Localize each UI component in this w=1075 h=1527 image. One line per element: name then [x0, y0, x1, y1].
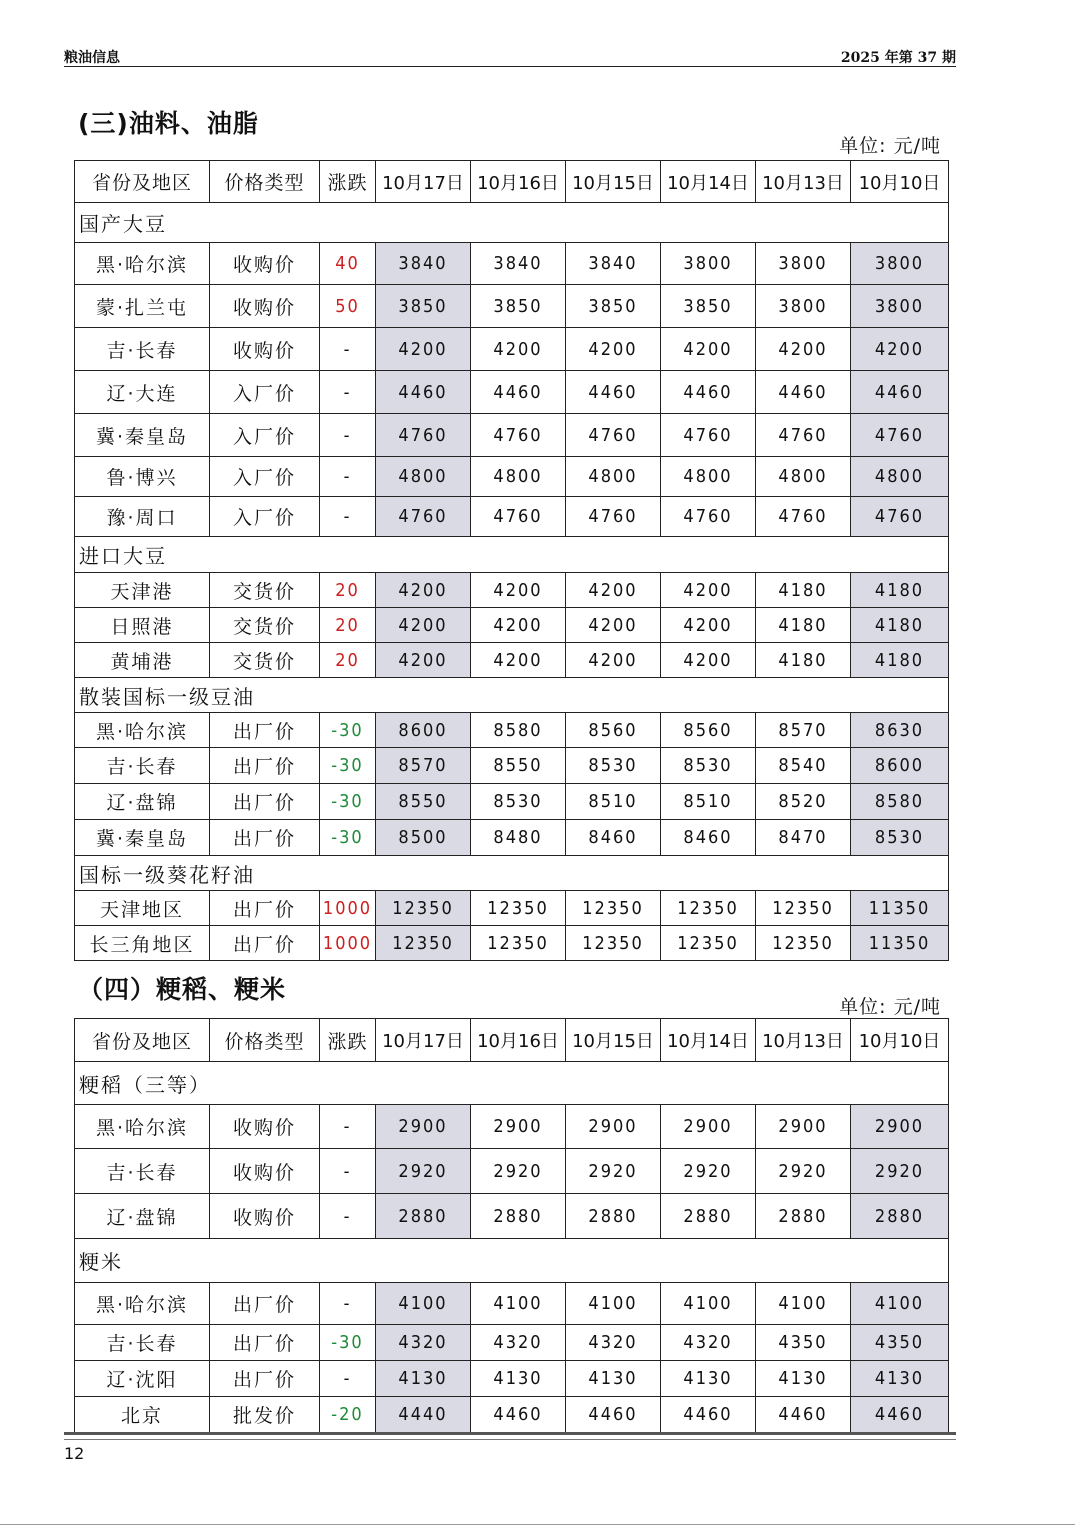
page-number: 12	[64, 1444, 85, 1463]
price-cell: 8600	[376, 713, 471, 748]
price-cell: 8530	[661, 748, 756, 784]
category-row	[75, 856, 949, 891]
region-cell: 蒙·扎兰屯	[75, 285, 210, 328]
price-cell: 12350	[566, 891, 661, 926]
table-row	[75, 1283, 949, 1325]
region-cell: 豫·周口	[75, 497, 210, 537]
change-cell: 20	[320, 643, 376, 678]
price-type-cell: 入厂价	[210, 414, 320, 457]
price-cell: 4460	[471, 371, 566, 414]
price-cell: 4760	[851, 414, 949, 457]
region-cell: 天津地区	[75, 891, 210, 926]
price-cell: 4130	[471, 1361, 566, 1397]
price-cell: 12350	[756, 926, 851, 961]
price-cell: 2920	[471, 1149, 566, 1194]
price-cell: 4200	[376, 643, 471, 678]
price-cell: 4200	[566, 328, 661, 371]
table-row	[75, 1149, 949, 1194]
category-label: 国标一级葵花籽油	[75, 856, 949, 891]
price-type-cell: 出厂价	[210, 891, 320, 926]
unit-label-oilseeds: 单位: 元/吨	[839, 135, 941, 157]
price-cell: 3800	[661, 243, 756, 285]
category-row	[75, 1062, 949, 1105]
price-cell: 8580	[471, 713, 566, 748]
change-cell: -20	[320, 1397, 376, 1433]
change-cell: -	[320, 328, 376, 371]
price-cell: 8530	[471, 784, 566, 820]
column-header: 省份及地区	[75, 161, 210, 203]
region-cell: 吉·长春	[75, 1149, 210, 1194]
price-type-cell: 出厂价	[210, 1361, 320, 1397]
category-row	[75, 537, 949, 573]
change-cell: -	[320, 457, 376, 497]
price-cell: 3840	[566, 243, 661, 285]
price-cell: 4760	[661, 497, 756, 537]
price-cell: 2900	[471, 1105, 566, 1149]
table-row	[75, 713, 949, 748]
change-cell: 1000	[320, 926, 376, 961]
column-header: 10月10日	[851, 1019, 949, 1062]
table-header-row	[75, 1019, 949, 1062]
table-row	[75, 891, 949, 926]
region-cell: 吉·长春	[75, 748, 210, 784]
footer-rule	[64, 1432, 956, 1440]
price-cell: 8520	[756, 784, 851, 820]
change-cell: -	[320, 1361, 376, 1397]
price-cell: 4200	[566, 573, 661, 608]
price-cell: 4800	[471, 457, 566, 497]
price-cell: 4130	[661, 1361, 756, 1397]
price-type-cell: 入厂价	[210, 457, 320, 497]
price-cell: 4760	[756, 414, 851, 457]
column-header: 10月16日	[471, 1019, 566, 1062]
price-cell: 4100	[566, 1283, 661, 1325]
change-cell: -30	[320, 748, 376, 784]
price-cell: 2920	[661, 1149, 756, 1194]
table-row	[75, 328, 949, 371]
price-type-cell: 收购价	[210, 285, 320, 328]
price-cell: 8530	[566, 748, 661, 784]
price-type-cell: 出厂价	[210, 1283, 320, 1325]
price-cell: 2900	[851, 1105, 949, 1149]
price-cell: 8530	[851, 820, 949, 856]
category-label: 粳稻（三等）	[75, 1062, 949, 1105]
change-cell: -	[320, 414, 376, 457]
price-cell: 4760	[376, 497, 471, 537]
table-row	[75, 643, 949, 678]
price-cell: 8460	[661, 820, 756, 856]
page-header	[64, 44, 956, 67]
price-cell: 4100	[851, 1283, 949, 1325]
price-cell: 4100	[756, 1283, 851, 1325]
price-cell: 2900	[756, 1105, 851, 1149]
table-row	[75, 820, 949, 856]
category-label: 散装国标一级豆油	[75, 678, 949, 713]
region-cell: 黑·哈尔滨	[75, 713, 210, 748]
price-cell: 4460	[851, 1397, 949, 1433]
price-type-cell: 交货价	[210, 643, 320, 678]
category-label: 国产大豆	[75, 203, 949, 243]
price-cell: 2880	[376, 1194, 471, 1239]
price-cell: 8560	[661, 713, 756, 748]
price-cell: 4760	[471, 414, 566, 457]
table-row	[75, 1397, 949, 1433]
price-cell: 11350	[851, 926, 949, 961]
price-cell: 4800	[376, 457, 471, 497]
price-cell: 8600	[851, 748, 949, 784]
price-cell: 3840	[471, 243, 566, 285]
price-cell: 2880	[851, 1194, 949, 1239]
region-cell: 冀·秦皇岛	[75, 820, 210, 856]
price-type-cell: 入厂价	[210, 371, 320, 414]
price-cell: 4130	[756, 1361, 851, 1397]
price-cell: 4200	[471, 643, 566, 678]
column-header: 10月16日	[471, 161, 566, 203]
price-cell: 12350	[661, 891, 756, 926]
section-title-rice: （四）粳稻、粳米	[78, 975, 287, 1004]
price-cell: 3800	[756, 243, 851, 285]
price-cell: 4440	[376, 1397, 471, 1433]
price-cell: 4130	[376, 1361, 471, 1397]
price-type-cell: 出厂价	[210, 784, 320, 820]
price-cell: 4760	[376, 414, 471, 457]
table-row	[75, 457, 949, 497]
price-cell: 8570	[376, 748, 471, 784]
change-cell: -	[320, 1105, 376, 1149]
price-cell: 12350	[471, 891, 566, 926]
price-cell: 4760	[756, 497, 851, 537]
price-cell: 4200	[471, 573, 566, 608]
region-cell: 日照港	[75, 608, 210, 643]
price-cell: 4180	[756, 573, 851, 608]
price-cell: 2880	[566, 1194, 661, 1239]
price-cell: 4460	[566, 371, 661, 414]
column-header: 10月10日	[851, 161, 949, 203]
price-cell: 4760	[566, 414, 661, 457]
price-cell: 8550	[376, 784, 471, 820]
price-table-oilseeds	[74, 160, 949, 961]
table-row	[75, 414, 949, 457]
change-cell: -	[320, 1283, 376, 1325]
price-cell: 4460	[471, 1397, 566, 1433]
table-row	[75, 1325, 949, 1361]
price-cell: 8630	[851, 713, 949, 748]
price-cell: 4800	[661, 457, 756, 497]
region-cell: 辽·大连	[75, 371, 210, 414]
price-cell: 4460	[661, 1397, 756, 1433]
table-row	[75, 497, 949, 537]
price-cell: 4800	[566, 457, 661, 497]
price-cell: 4460	[756, 371, 851, 414]
table-row	[75, 748, 949, 784]
price-cell: 4320	[661, 1325, 756, 1361]
price-cell: 3840	[376, 243, 471, 285]
region-cell: 北京	[75, 1397, 210, 1433]
price-cell: 2880	[661, 1194, 756, 1239]
price-cell: 3800	[851, 243, 949, 285]
price-cell: 4180	[851, 573, 949, 608]
table-header-row	[75, 161, 949, 203]
column-header: 10月17日	[376, 161, 471, 203]
price-cell: 4460	[756, 1397, 851, 1433]
change-cell: 1000	[320, 891, 376, 926]
price-cell: 4350	[756, 1325, 851, 1361]
price-cell: 2920	[756, 1149, 851, 1194]
column-header: 价格类型	[210, 1019, 320, 1062]
price-cell: 2880	[756, 1194, 851, 1239]
price-type-cell: 收购价	[210, 243, 320, 285]
price-cell: 4800	[756, 457, 851, 497]
price-cell: 4460	[851, 371, 949, 414]
change-cell: -	[320, 497, 376, 537]
price-type-cell: 收购价	[210, 1149, 320, 1194]
price-cell: 8570	[756, 713, 851, 748]
region-cell: 长三角地区	[75, 926, 210, 961]
page-bottom-edge	[0, 1524, 1075, 1525]
publication-name: 粮油信息	[64, 50, 120, 66]
category-label: 粳米	[75, 1239, 949, 1283]
price-cell: 2900	[566, 1105, 661, 1149]
price-cell: 4180	[756, 608, 851, 643]
column-header: 涨跌	[320, 161, 376, 203]
price-cell: 4200	[471, 328, 566, 371]
price-cell: 4460	[566, 1397, 661, 1433]
price-cell: 3850	[661, 285, 756, 328]
price-cell: 11350	[851, 891, 949, 926]
price-type-cell: 批发价	[210, 1397, 320, 1433]
price-cell: 4800	[851, 457, 949, 497]
column-header: 价格类型	[210, 161, 320, 203]
column-header: 10月15日	[566, 1019, 661, 1062]
price-cell: 12350	[661, 926, 756, 961]
column-header: 10月13日	[756, 161, 851, 203]
region-cell: 辽·沈阳	[75, 1361, 210, 1397]
price-cell: 4200	[661, 573, 756, 608]
price-type-cell: 入厂价	[210, 497, 320, 537]
price-cell: 2900	[661, 1105, 756, 1149]
table-row	[75, 608, 949, 643]
region-cell: 天津港	[75, 573, 210, 608]
column-header: 10月15日	[566, 161, 661, 203]
price-cell: 4180	[851, 608, 949, 643]
price-cell: 4200	[851, 328, 949, 371]
change-cell: -30	[320, 784, 376, 820]
price-cell: 4200	[566, 608, 661, 643]
table-row	[75, 926, 949, 961]
price-cell: 3850	[566, 285, 661, 328]
price-type-cell: 出厂价	[210, 1325, 320, 1361]
price-cell: 4200	[566, 643, 661, 678]
price-cell: 12350	[566, 926, 661, 961]
column-header: 涨跌	[320, 1019, 376, 1062]
price-cell: 8580	[851, 784, 949, 820]
change-cell: -30	[320, 820, 376, 856]
price-cell: 12350	[376, 926, 471, 961]
region-cell: 冀·秦皇岛	[75, 414, 210, 457]
price-type-cell: 收购价	[210, 328, 320, 371]
change-cell: -	[320, 1194, 376, 1239]
price-cell: 4200	[471, 608, 566, 643]
column-header: 10月14日	[661, 161, 756, 203]
price-cell: 4200	[376, 328, 471, 371]
price-cell: 3850	[471, 285, 566, 328]
price-cell: 4320	[471, 1325, 566, 1361]
region-cell: 黑·哈尔滨	[75, 1283, 210, 1325]
price-cell: 2920	[376, 1149, 471, 1194]
price-cell: 4130	[851, 1361, 949, 1397]
price-type-cell: 交货价	[210, 608, 320, 643]
table-row	[75, 784, 949, 820]
price-cell: 4100	[376, 1283, 471, 1325]
region-cell: 辽·盘锦	[75, 784, 210, 820]
price-type-cell: 收购价	[210, 1105, 320, 1149]
column-header: 10月14日	[661, 1019, 756, 1062]
price-cell: 4760	[661, 414, 756, 457]
price-cell: 4200	[376, 608, 471, 643]
price-cell: 4320	[376, 1325, 471, 1361]
column-header: 省份及地区	[75, 1019, 210, 1062]
price-cell: 2880	[471, 1194, 566, 1239]
region-cell: 吉·长春	[75, 1325, 210, 1361]
price-cell: 4760	[566, 497, 661, 537]
price-cell: 4200	[661, 328, 756, 371]
price-cell: 4760	[471, 497, 566, 537]
region-cell: 黄埔港	[75, 643, 210, 678]
price-cell: 2920	[566, 1149, 661, 1194]
price-cell: 2920	[851, 1149, 949, 1194]
price-cell: 4200	[661, 643, 756, 678]
unit-label-rice: 单位: 元/吨	[839, 996, 941, 1018]
region-cell: 黑·哈尔滨	[75, 1105, 210, 1149]
issue-number: 2025 年第 37 期	[840, 50, 956, 66]
change-cell: 20	[320, 573, 376, 608]
price-cell: 2900	[376, 1105, 471, 1149]
column-header: 10月17日	[376, 1019, 471, 1062]
price-cell: 8510	[566, 784, 661, 820]
region-cell: 辽·盘锦	[75, 1194, 210, 1239]
table-row	[75, 1361, 949, 1397]
price-cell: 4760	[851, 497, 949, 537]
change-cell: -30	[320, 1325, 376, 1361]
price-cell: 4200	[661, 608, 756, 643]
table-row	[75, 1194, 949, 1239]
price-type-cell: 出厂价	[210, 713, 320, 748]
price-cell: 8550	[471, 748, 566, 784]
price-cell: 8500	[376, 820, 471, 856]
price-cell: 3800	[851, 285, 949, 328]
price-cell: 4200	[756, 328, 851, 371]
price-cell: 12350	[471, 926, 566, 961]
price-type-cell: 出厂价	[210, 748, 320, 784]
price-cell: 4100	[661, 1283, 756, 1325]
table-row	[75, 371, 949, 414]
price-cell: 4180	[756, 643, 851, 678]
price-cell: 12350	[376, 891, 471, 926]
price-cell: 8470	[756, 820, 851, 856]
price-cell: 4130	[566, 1361, 661, 1397]
table-row	[75, 285, 949, 328]
region-cell: 吉·长春	[75, 328, 210, 371]
change-cell: 40	[320, 243, 376, 285]
price-cell: 4200	[376, 573, 471, 608]
change-cell: -	[320, 371, 376, 414]
change-cell: -	[320, 1149, 376, 1194]
change-cell: -30	[320, 713, 376, 748]
price-cell: 4100	[471, 1283, 566, 1325]
price-type-cell: 交货价	[210, 573, 320, 608]
category-label: 进口大豆	[75, 537, 949, 573]
price-cell: 4180	[851, 643, 949, 678]
price-cell: 4460	[661, 371, 756, 414]
price-cell: 3850	[376, 285, 471, 328]
category-row	[75, 1239, 949, 1283]
price-type-cell: 出厂价	[210, 820, 320, 856]
price-cell: 4320	[566, 1325, 661, 1361]
price-cell: 8460	[566, 820, 661, 856]
price-cell: 8480	[471, 820, 566, 856]
change-cell: 50	[320, 285, 376, 328]
price-type-cell: 出厂价	[210, 926, 320, 961]
price-table-rice	[74, 1018, 949, 1433]
change-cell: 20	[320, 608, 376, 643]
price-cell: 8510	[661, 784, 756, 820]
price-cell: 4460	[376, 371, 471, 414]
price-cell: 3800	[756, 285, 851, 328]
section-title-oilseeds: (三)油料、油脂	[78, 109, 259, 138]
region-cell: 黑·哈尔滨	[75, 243, 210, 285]
price-cell: 8560	[566, 713, 661, 748]
column-header: 10月13日	[756, 1019, 851, 1062]
category-row	[75, 203, 949, 243]
table-row	[75, 1105, 949, 1149]
price-cell: 4350	[851, 1325, 949, 1361]
table-row	[75, 573, 949, 608]
price-type-cell: 收购价	[210, 1194, 320, 1239]
category-row	[75, 678, 949, 713]
price-cell: 12350	[756, 891, 851, 926]
table-row	[75, 243, 949, 285]
region-cell: 鲁·博兴	[75, 457, 210, 497]
price-cell: 8540	[756, 748, 851, 784]
